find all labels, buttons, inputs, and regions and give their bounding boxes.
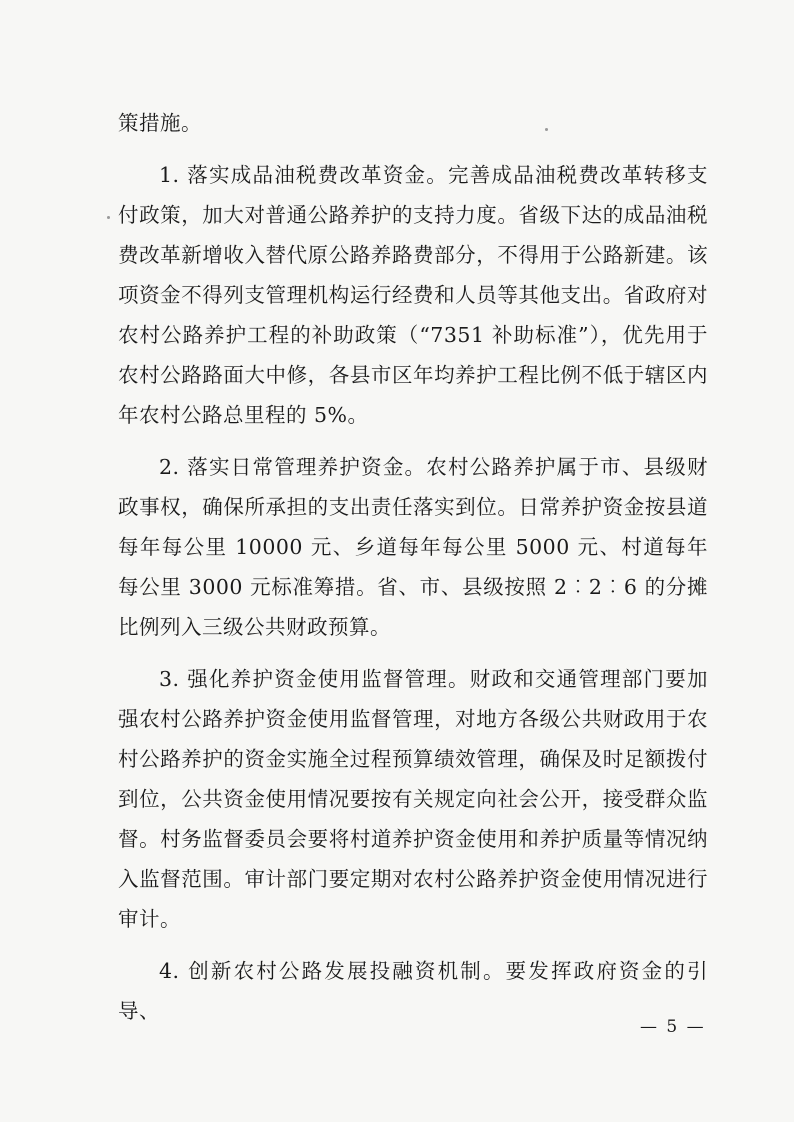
paragraph-1: 1. 落实成品油税费改革资金。完善成品油税费改革转移支付政策，加大对普通公路养护的支持力度。省级下达的成品油税费改革新增收入替代原公路养路费部分，不得用于公路新建。该项资金不得列支管理机构运行经费和人员等其他支出。省政府对农村公路养护工程的补助政策（“7351 补助标准”），优先用于农村公路路面大中修，各县市区年均养护工程比例不低于辖区内年农村公路总里程的 5%。	[118, 163, 708, 427]
paragraph-2: 2. 落实日常管理养护资金。农村公路养护属于市、县级财政事权，确保所承担的支出责任落实到位。日常养护资金按县道每年每公里 10000 元、乡道每年每公里 5000 元、村道每年每公里 3000 元标准筹措。省、市、县级按照 2︰2︰6 的分摊比例列入三级公共财政预算。	[118, 455, 708, 639]
paragraph-continuation: 策措施。	[118, 111, 202, 135]
page-number: — 5 —	[640, 1017, 706, 1037]
body-text	[118, 103, 708, 1031]
paragraph-4: 4. 创新农村公路发展投融资机制。要发挥政府资金的引导、	[118, 959, 708, 1023]
paragraph-3: 3. 强化养护资金使用监督管理。财政和交通管理部门要加强农村公路养护资金使用监督管理，对地方各级公共财政用于农村公路养护的资金实施全过程预算绩效管理，确保及时足额拨付到位，公共资金使用情况要按有关规定向社会公开，接受群众监督。村务监督委员会要将村道养护资金使用和养护质量等情况纳入监督范围。审计部门要定期对农村公路养护资金使用情况进行审计。	[118, 667, 708, 931]
scan-speck	[107, 216, 110, 219]
